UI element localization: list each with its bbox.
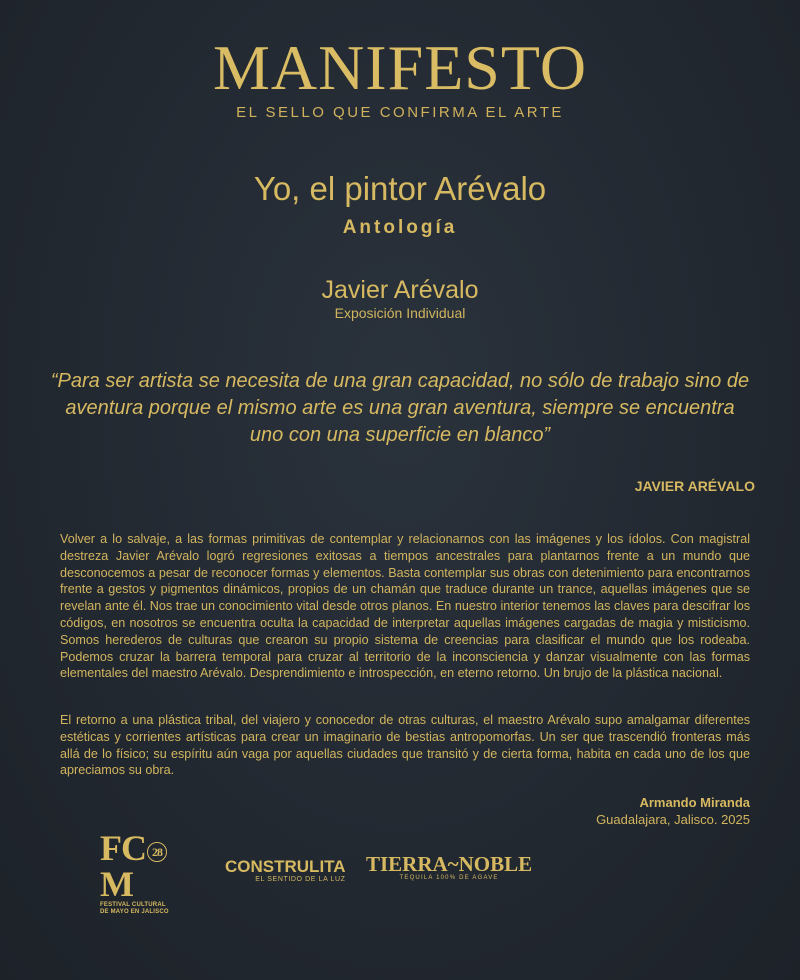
signature-place: Guadalajara, Jalisco. 2025	[596, 812, 750, 827]
body-paragraph-1: Volver a lo salvaje, a las formas primitivas de contemplar y relacionarnos con las imágenes y los ídolos. Con magistral destreza Javier Arévalo logró regresiones exitosas a tiempos ancestrales para plantarnos frente a un mundo que desconocemos a pesar de reconocer formas y elementos. Basta contemplar sus obras con detenimiento para encontrarnos frente a gestos y pigmentos dinámicos, propios de un chamán que traduce durante un trance, aquellas imágenes que se revelan ante él. Nos trae un conocimiento vital desde otros planos. En nuestro interior tenemos las claves para descifrar los códigos, en nosotros se encuentra oculta la capacidad de interpretar aquellas imágenes cargadas de magia y misticismo. Somos herederos de culturas que crearon su propio sistema de creencias para clasificar el mundo que los rodeaba. Podemos cruzar la barrera temporal para cruzar al territorio de la inconsciencia y danzar visualmente con las formas elementales del maestro Arévalo. Desprendimiento e introspección, en eterno retorno. Un brujo de la plástica nacional.	[60, 532, 750, 681]
fcm-mark-number: 28	[147, 842, 167, 862]
exhibition-subtitle: Antología	[342, 217, 458, 238]
fcm-logo	[100, 830, 190, 916]
body-paragraph-2: El retorno a una plástica tribal, del viajero y conocedor de otras culturas, el maestro Arévalo supo amalgamar diferentes estéticas y corrientes artísticas para crear un imaginario de bestias antropomorfas. Un ser que trascendió fronteras más allá de lo físico; su espíritu aún vaga por aquellas ciudades que transitó y de cierta forma, habita en cada uno de los que apreciamos su obra.	[60, 713, 750, 778]
construlita-tagline: EL SENTIDO DE LA LUZ	[255, 876, 346, 883]
tierra-noble-tagline: TEQUILA 100% DE AGAVE	[399, 875, 499, 881]
fcm-mark	[100, 830, 190, 902]
exhibition-title: Yo, el pintor Arévalo	[253, 170, 547, 207]
fcm-mark-left: FC	[100, 828, 146, 868]
artist-quote: “Para ser artista se necesita de una gran capacidad, no sólo de trabajo sino de aventura porque el mismo arte es una gran aventura, siempre se encuentra uno con una superficie en blanco”	[50, 370, 750, 446]
signature-name: Armando Miranda	[639, 795, 750, 810]
tierra-noble-logo	[366, 853, 532, 881]
artist-name: Javier Arévalo	[321, 276, 479, 304]
construlita-name: CONSTRULITA	[225, 857, 346, 876]
fcm-caption-line1: FESTIVAL CULTURAL	[100, 902, 166, 908]
manifesto-subtitle: EL SELLO QUE CONFIRMA EL ARTE	[236, 104, 564, 121]
exhibition-type: Exposición Individual	[334, 305, 466, 321]
quote-author: JAVIER ARÉVALO	[634, 478, 755, 494]
tierra-noble-name: TIERRA~NOBLE	[366, 852, 533, 876]
manifesto-title: MANIFESTO	[212, 32, 588, 103]
fcm-mark-right: M	[100, 864, 133, 904]
fcm-caption-line2: DE MAYO EN JALISCO	[100, 909, 169, 915]
construlita-logo	[225, 858, 346, 883]
